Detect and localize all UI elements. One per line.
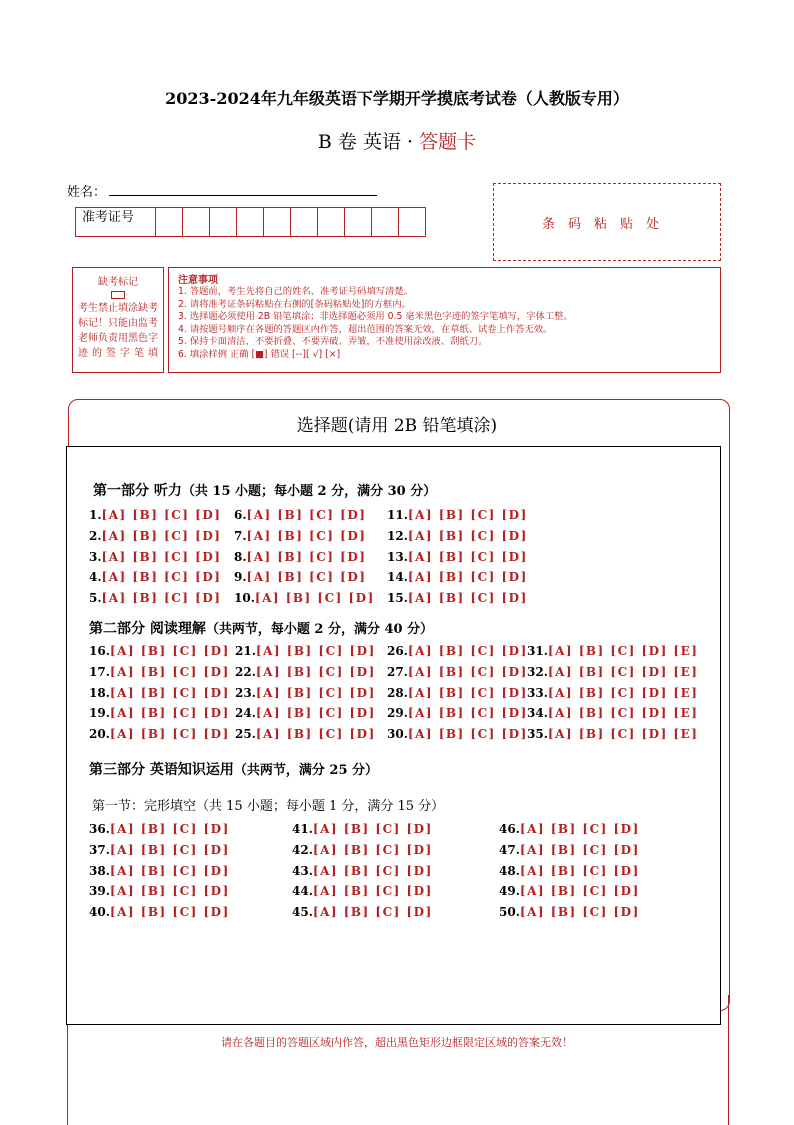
question-row xyxy=(499,822,640,836)
answer-options[interactable]: [A] [B] [C] [D] xyxy=(109,905,230,920)
question-row xyxy=(89,706,230,720)
exam-id-cell[interactable] xyxy=(156,208,183,236)
card-subtitle xyxy=(0,127,794,154)
answer-options[interactable]: [A] [B] [C] [D] xyxy=(312,905,433,920)
question-row xyxy=(292,864,433,878)
answer-options[interactable]: [A] [B] [C] [D] xyxy=(519,863,640,878)
answer-options[interactable]: [A] [B] [C] [D] xyxy=(254,591,375,606)
question-row xyxy=(527,706,698,720)
question-number: 6. xyxy=(234,508,247,522)
question-row xyxy=(234,570,366,584)
answer-options[interactable]: [A] [B] [C] [D] xyxy=(407,644,528,658)
question-row xyxy=(89,570,221,584)
question-row xyxy=(89,529,221,543)
answer-options[interactable]: [A] [B] [C] [D] xyxy=(519,884,640,899)
answer-options[interactable]: [A] [B] [C] [D] xyxy=(519,822,640,836)
question-row xyxy=(234,508,366,522)
section2-note: （共两节，每小题 2 分，满分 40 分） xyxy=(205,622,434,637)
answer-options[interactable]: [A] [B] [C] [D] [E] xyxy=(547,644,699,658)
question-row xyxy=(527,727,698,741)
question-number: 11. xyxy=(387,508,408,522)
answer-options[interactable]: [A] [B] [C] [D] xyxy=(109,644,230,658)
question-number: 23. xyxy=(235,685,256,700)
question-row xyxy=(235,706,376,720)
question-row xyxy=(89,591,221,605)
question-row xyxy=(387,727,528,741)
question-row xyxy=(499,905,640,919)
section3-sub-title: 第一节：完形填空 xyxy=(92,799,197,814)
question-number: 37. xyxy=(89,842,110,857)
question-number: 18. xyxy=(89,685,110,700)
answer-options[interactable]: [A] [B] [C] [D] xyxy=(407,727,528,742)
question-row xyxy=(387,591,528,605)
answer-options[interactable]: [A] [B] [C] [D] xyxy=(109,863,230,878)
exam-id-label: 准考证号 xyxy=(76,208,156,236)
answer-options[interactable]: [A] [B] [C] [D] xyxy=(109,884,230,899)
question-number: 9. xyxy=(234,570,247,585)
section3-note: （共两节，满分 25 分） xyxy=(233,763,379,778)
answer-options[interactable]: [A] [B] [C] [D] xyxy=(246,528,367,543)
question-row xyxy=(292,905,433,919)
question-number: 50. xyxy=(499,905,520,920)
answer-options[interactable]: [A] [B] [C] [D] xyxy=(101,549,222,564)
section3-heading xyxy=(89,759,378,779)
question-row xyxy=(387,570,528,584)
notes-line: 1. 答题前，考生先将自己的姓名、准考证号码填写清楚。 xyxy=(178,286,413,297)
question-row xyxy=(499,843,640,857)
choice-answer-box xyxy=(66,446,721,1025)
answer-options[interactable]: [A] [B] [C] [D] xyxy=(255,664,376,679)
question-number: 34. xyxy=(527,706,548,721)
answer-options[interactable]: [A] [B] [C] [D] xyxy=(407,570,528,585)
question-row xyxy=(235,727,376,741)
section3-title: 第三部分 英语知识运用 xyxy=(89,762,234,778)
answer-options[interactable]: [A] [B] [C] [D] xyxy=(407,685,528,700)
question-row xyxy=(234,591,375,605)
question-number: 24. xyxy=(235,706,256,721)
exam-id-cell[interactable] xyxy=(399,208,425,236)
question-row xyxy=(89,843,230,857)
answer-options[interactable]: [A] [B] [C] [D] xyxy=(519,842,640,857)
exam-id-cell[interactable] xyxy=(345,208,372,236)
question-number: 38. xyxy=(89,863,110,878)
notes-line: 4. 请按题号顺序在各题的答题区内作答，超出范围的答案无效，在草纸、试卷上作答无效。 xyxy=(178,323,553,335)
question-number: 14. xyxy=(387,570,408,585)
answer-options[interactable]: [A] [B] [C] [D] xyxy=(407,528,528,543)
absent-mark-box xyxy=(72,267,164,373)
question-number: 47. xyxy=(499,842,520,857)
answer-options[interactable]: [A] [B] [C] [D] [E] xyxy=(547,685,699,700)
notes-heading: 注意事项 xyxy=(178,275,218,286)
question-number: 28. xyxy=(387,685,408,700)
answer-options[interactable]: [A] [B] [C] [D] xyxy=(101,591,222,606)
question-row xyxy=(89,864,230,878)
absent-mark-checkbox[interactable] xyxy=(111,291,125,299)
question-row xyxy=(292,843,433,857)
notes-line: 6. 填涂样例 正确 [■] 错误 [--][ √] [×] xyxy=(178,348,341,360)
question-row xyxy=(235,686,376,700)
question-row xyxy=(89,550,221,564)
exam-id-cell[interactable] xyxy=(183,208,210,236)
question-number: 45. xyxy=(292,905,313,920)
absent-mark-heading: 缺考标记 xyxy=(98,277,138,288)
answer-options[interactable]: [A] [B] [C] [D] xyxy=(109,842,230,857)
question-number: 43. xyxy=(292,863,313,878)
answer-options[interactable]: [A] [B] [C] [D] xyxy=(312,884,433,899)
answer-options[interactable]: [A] [B] [C] [D] [E] xyxy=(547,706,699,721)
question-number: 3. xyxy=(89,549,102,564)
question-number: 19. xyxy=(89,706,110,721)
answer-options[interactable]: [A] [B] [C] [D] xyxy=(519,905,640,920)
exam-id-box xyxy=(75,207,426,237)
question-row xyxy=(387,644,528,658)
question-row xyxy=(234,529,366,543)
question-number: 20. xyxy=(89,727,110,742)
question-number: 29. xyxy=(387,706,408,721)
footer-warning: 请在各题目的答题区域内作答，超出黑色矩形边框限定区域的答案无效！ xyxy=(221,1036,573,1049)
answer-options[interactable]: [A] [B] [C] [D] xyxy=(246,549,367,564)
question-number: 16. xyxy=(89,644,110,658)
question-number: 17. xyxy=(89,664,110,679)
question-number: 40. xyxy=(89,905,110,920)
answer-options[interactable]: [A] [B] [C] [D] xyxy=(109,822,230,836)
section3-sub-heading xyxy=(92,795,444,814)
question-number: 2. xyxy=(89,528,102,543)
answer-options[interactable]: [A] [B] [C] [D] xyxy=(255,644,376,658)
question-number: 1. xyxy=(89,508,102,522)
question-row xyxy=(387,686,528,700)
absent-mark-text: 考生禁止填涂缺考标记！只能由监考老师负责用黑色字迹的签字笔填 xyxy=(78,303,158,359)
answer-options[interactable]: [A] [B] [C] [D] xyxy=(109,664,230,679)
question-number: 27. xyxy=(387,664,408,679)
exam-id-cell[interactable] xyxy=(237,208,264,236)
question-row xyxy=(234,550,366,564)
question-number: 13. xyxy=(387,549,408,564)
question-row xyxy=(527,644,698,658)
question-number: 41. xyxy=(292,822,313,836)
exam-id-cell[interactable] xyxy=(264,208,291,236)
question-row xyxy=(387,550,528,564)
answer-options[interactable]: [A] [B] [C] [D] xyxy=(312,822,433,836)
answer-options[interactable]: [A] [B] [C] [D] xyxy=(407,549,528,564)
question-number: 44. xyxy=(292,884,313,899)
question-number: 31. xyxy=(527,644,548,658)
answer-options[interactable]: [A] [B] [C] [D] xyxy=(101,528,222,543)
section2-title: 第二部分 阅读理解 xyxy=(89,621,206,637)
question-number: 49. xyxy=(499,884,520,899)
answer-options[interactable]: [A] [B] [C] [D] xyxy=(109,727,230,742)
section1-title: 第一部分 听力 xyxy=(93,483,182,499)
question-row xyxy=(387,665,528,679)
question-number: 42. xyxy=(292,842,313,857)
answer-options[interactable]: [A] [B] [C] [D] xyxy=(101,570,222,585)
question-row xyxy=(89,822,230,836)
answer-options[interactable]: [A] [B] [C] [D] xyxy=(407,591,528,606)
answer-options[interactable]: [A] [B] [C] [D] xyxy=(109,685,230,700)
answer-options[interactable]: [A] [B] [C] [D] xyxy=(312,842,433,857)
notes-line: 3. 选择题必须使用 2B 铅笔填涂；非选择题必须用 0.5 毫米黑色字迹的签字笔填写，字体工整。 xyxy=(178,311,573,323)
answer-options[interactable]: [A] [B] [C] [D] xyxy=(255,706,376,721)
question-number: 36. xyxy=(89,822,110,836)
question-row xyxy=(387,706,528,720)
question-number: 10. xyxy=(234,591,255,606)
exam-id-cell[interactable] xyxy=(291,208,318,236)
question-row xyxy=(235,644,376,658)
question-row xyxy=(292,884,433,898)
question-row xyxy=(499,884,640,898)
question-number: 22. xyxy=(235,664,256,679)
question-number: 26. xyxy=(387,644,408,658)
question-row xyxy=(527,665,698,679)
notes-line: 2. 请将准考证条码粘贴在右侧的[条码粘贴处]的方框内。 xyxy=(178,298,411,310)
question-number: 48. xyxy=(499,863,520,878)
question-number: 33. xyxy=(527,685,548,700)
question-row xyxy=(89,905,230,919)
name-field[interactable] xyxy=(109,195,377,196)
exam-id-cell[interactable] xyxy=(372,208,399,236)
notes-line: 5. 保持卡面清洁，不要折叠、不要弄破、弄皱，不准使用涂改液、刮纸刀。 xyxy=(178,336,488,348)
answer-options[interactable]: [A] [B] [C] [D] xyxy=(407,664,528,679)
barcode-area: 条码粘贴处 xyxy=(493,183,721,261)
question-row xyxy=(499,864,640,878)
question-row xyxy=(235,665,376,679)
name-label: 姓名： xyxy=(67,185,107,200)
question-row xyxy=(387,529,528,543)
answer-options[interactable]: [A] [B] [C] [D] xyxy=(407,508,528,522)
question-number: 32. xyxy=(527,664,548,679)
section1-heading xyxy=(93,480,436,500)
question-number: 46. xyxy=(499,822,520,836)
question-row xyxy=(89,508,221,522)
section1-note: （共 15 小题；每小题 2 分，满分 30 分） xyxy=(181,484,437,499)
answer-options[interactable]: [A] [B] [C] [D] xyxy=(255,727,376,742)
section3-sub-note: （共 15 小题；每小题 1 分，满分 15 分） xyxy=(196,799,445,814)
question-row xyxy=(89,727,230,741)
answer-options[interactable]: [A] [B] [C] [D] xyxy=(312,863,433,878)
answer-options[interactable]: [A] [B] [C] [D] xyxy=(255,685,376,700)
subtitle-answer-card: 答题卡 xyxy=(419,131,477,153)
question-number: 25. xyxy=(235,727,256,742)
question-row xyxy=(89,884,230,898)
question-number: 5. xyxy=(89,591,102,606)
answer-options[interactable]: [A] [B] [C] [D] [E] xyxy=(547,727,699,742)
question-row xyxy=(527,686,698,700)
choice-section-title: 选择题(请用 2B 铅笔填涂) xyxy=(296,416,498,436)
notes-box xyxy=(168,267,721,373)
question-number: 21. xyxy=(235,644,256,658)
subtitle-main: B 卷 英语 · xyxy=(317,131,420,153)
question-number: 35. xyxy=(527,727,548,742)
exam-id-cell[interactable] xyxy=(318,208,345,236)
question-number: 12. xyxy=(387,528,408,543)
answer-options[interactable]: [A] [B] [C] [D] [E] xyxy=(547,664,699,679)
answer-options[interactable]: [A] [B] [C] [D] xyxy=(246,508,367,522)
question-row xyxy=(89,644,230,658)
question-number: 15. xyxy=(387,591,408,606)
answer-options[interactable]: [A] [B] [C] [D] xyxy=(407,706,528,721)
answer-options[interactable]: [A] [B] [C] [D] xyxy=(246,570,367,585)
question-row xyxy=(292,822,433,836)
answer-options[interactable]: [A] [B] [C] [D] xyxy=(101,508,222,522)
question-number: 7. xyxy=(234,528,247,543)
answer-options[interactable]: [A] [B] [C] [D] xyxy=(109,706,230,721)
question-number: 30. xyxy=(387,727,408,742)
section2-heading xyxy=(89,618,433,638)
question-row xyxy=(387,508,528,522)
question-number: 4. xyxy=(89,570,102,585)
question-number: 8. xyxy=(234,549,247,564)
question-row xyxy=(89,665,230,679)
question-row xyxy=(89,686,230,700)
exam-id-cell[interactable] xyxy=(210,208,237,236)
question-number: 39. xyxy=(89,884,110,899)
exam-title: 2023-2024年九年级英语下学期开学摸底考试卷（人教版专用） xyxy=(165,89,629,108)
